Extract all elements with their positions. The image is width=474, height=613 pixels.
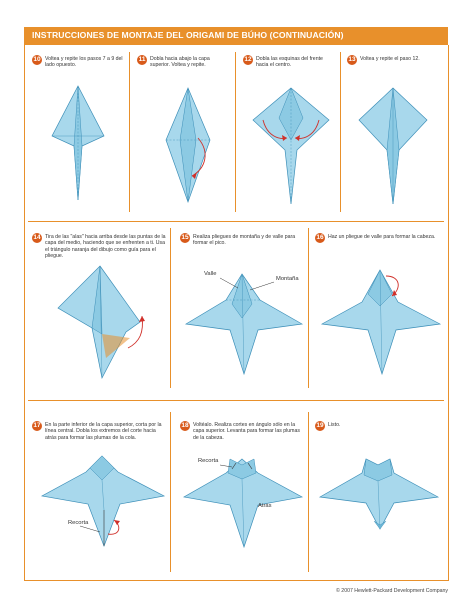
page-header [24,27,448,45]
grid-divider [28,221,444,222]
copyright-text: © 2007 Hewlett-Packard Development Company [336,588,448,594]
step-instruction: Voltéalo. Realiza cortes en ángulo sólo en la capa superior. Levanta para formar las plumas de la cabeza. [193,422,300,441]
grid-divider [170,228,171,388]
step-instruction: Realiza pliegues de montaña y de valle para formar el pico. [193,234,296,247]
back-label: Atrás [258,503,272,509]
step-instruction: Listo. [328,422,341,428]
step-number: 10 [33,56,41,63]
grid-divider [308,228,309,388]
origami-diagram [318,262,442,380]
origami-diagram [30,80,130,210]
step-number: 13 [348,56,356,63]
step-instruction: Voltea y repite los pasos 7 a 9 del lado opuesto. [45,56,123,69]
step-number: 17 [33,422,41,429]
step-instruction: Voltea y repite el paso 12. [360,56,420,62]
origami-diagram [243,80,338,210]
step-number: 11 [138,56,146,63]
grid-divider [170,412,171,572]
step-instruction: Dobla hacia abajo la capa superior. Voltea y repite. [150,56,210,69]
cut-label: Recorta [68,520,89,526]
grid-divider [235,52,236,212]
grid-divider [308,412,309,572]
origami-diagram [140,80,235,210]
fold-label-montana: Montaña [276,276,299,282]
step-instruction: Dobla las esquinas del frente hacia el centro. [256,56,323,69]
origami-diagram [180,455,306,550]
step-number: 14 [33,234,41,241]
origami-diagram [345,80,440,210]
step-number: 12 [244,56,252,63]
step-instruction: Tira de las "alas" hacia arriba desde las puntas de la capa del medio, haciendo que se enfrenten a ti. Usa el triángulo naranja del dibujo como guía para el pliegue. [45,234,166,260]
step-number: 15 [181,234,189,241]
step-number: 18 [181,422,189,429]
page-title: INSTRUCCIONES DE MONTAJE DEL ORIGAMI DE BÚHO (CONTINUACIÓN) [32,30,344,40]
step-instruction: Haz un pliegue de valle para formar la cabeza. [328,234,436,240]
cut-label: Recorta [198,458,219,464]
grid-divider [340,52,341,212]
fold-label-valle: Valle [204,271,217,277]
step-number: 19 [316,422,324,429]
origami-diagram [40,450,168,550]
step-number: 16 [316,234,324,241]
grid-divider [28,400,444,401]
origami-diagram [40,262,168,387]
step-instruction: En la parte inferior de la capa superior, corta por la línea central. Dobla los extremos del corte hacia atrás para formar las plumas de la cola. [45,422,162,441]
origami-diagram [316,455,442,535]
